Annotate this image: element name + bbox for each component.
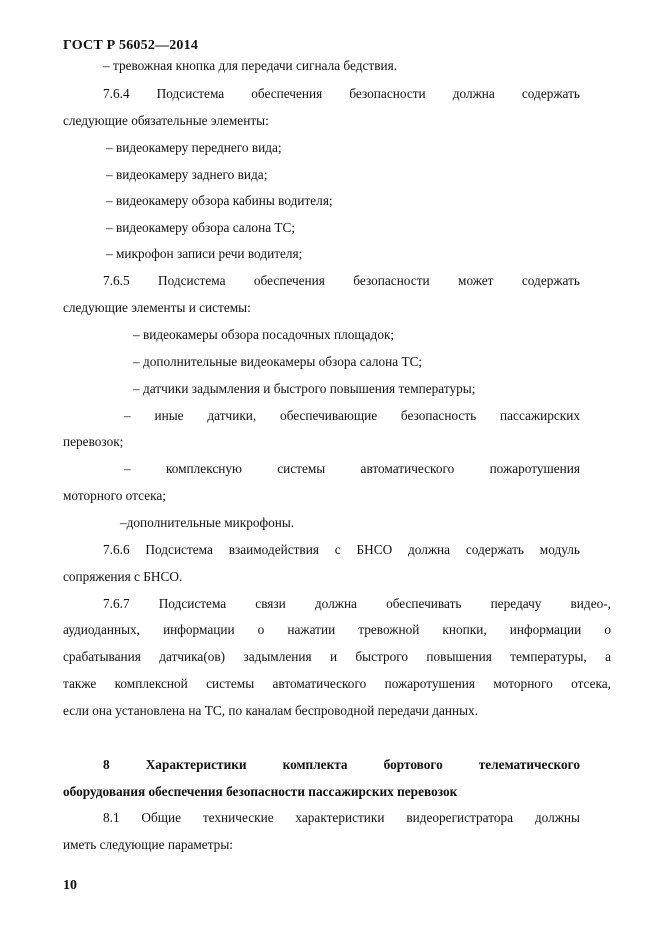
list-item: – микрофон записи речи водителя; bbox=[106, 246, 303, 261]
paragraph-line: если она установлена на ТС, по каналам беспроводной передачи данных. bbox=[63, 703, 479, 718]
paragraph-line: аудиоданных, информации о нажатии тревожной кнопки, информации о bbox=[63, 622, 611, 637]
paragraph-line: срабатывания датчика(ов) задымления и быстрого повышения температуры, а bbox=[63, 649, 611, 664]
paragraph-line: моторного отсека; bbox=[63, 488, 166, 503]
section-heading-cont: оборудования обеспечения безопасности пассажирских перевозок bbox=[63, 784, 458, 799]
list-item: – видеокамеру заднего вида; bbox=[106, 167, 268, 182]
section-heading: 8 Характеристики комплекта бортового телематического bbox=[103, 757, 580, 772]
paragraph-line: сопряжения с БНСО. bbox=[63, 569, 183, 584]
paragraph-line: 8.1 Общие технические характеристики видеорегистратора должны bbox=[103, 810, 580, 825]
paragraph-line: перевозок; bbox=[63, 434, 124, 449]
list-item: – видеокамеру переднего вида; bbox=[106, 140, 282, 155]
paragraph-line: 7.6.7 Подсистема связи должна обеспечивать передачу видео-, bbox=[103, 596, 611, 611]
list-item: – видеокамеру обзора салона ТС; bbox=[106, 220, 296, 235]
list-item: – датчики задымления и быстрого повышения температуры; bbox=[133, 381, 476, 396]
paragraph-line: 7.6.6 Подсистема взаимодействия с БНСО должна содержать модуль bbox=[103, 542, 580, 557]
page-number: 10 bbox=[63, 878, 77, 893]
list-item: – иные датчики, обеспечивающие безопасность пассажирских bbox=[124, 408, 580, 423]
list-item: – видеокамеры обзора посадочных площадок; bbox=[133, 327, 395, 342]
list-item: – тревожная кнопка для передачи сигнала бедствия. bbox=[103, 58, 398, 73]
paragraph-line: 7.6.5 Подсистема обеспечения безопасности может содержать bbox=[103, 273, 580, 288]
paragraph-line: иметь следующие параметры: bbox=[63, 837, 233, 852]
document-header: ГОСТ Р 56052—2014 bbox=[63, 38, 199, 53]
list-item: – видеокамеру обзора кабины водителя; bbox=[106, 193, 333, 208]
list-item: –дополнительные микрофоны. bbox=[120, 515, 295, 530]
list-item: – комплексную системы автоматического пожаротушения bbox=[124, 461, 580, 476]
paragraph-line: следующие элементы и системы: bbox=[63, 300, 251, 315]
paragraph-line: также комплексной системы автоматического пожаротушения моторного отсека, bbox=[63, 676, 611, 691]
paragraph-line: 7.6.4 Подсистема обеспечения безопасности должна содержать bbox=[103, 86, 580, 101]
list-item: – дополнительные видеокамеры обзора салона ТС; bbox=[133, 354, 423, 369]
paragraph-line: следующие обязательные элементы: bbox=[63, 113, 269, 128]
